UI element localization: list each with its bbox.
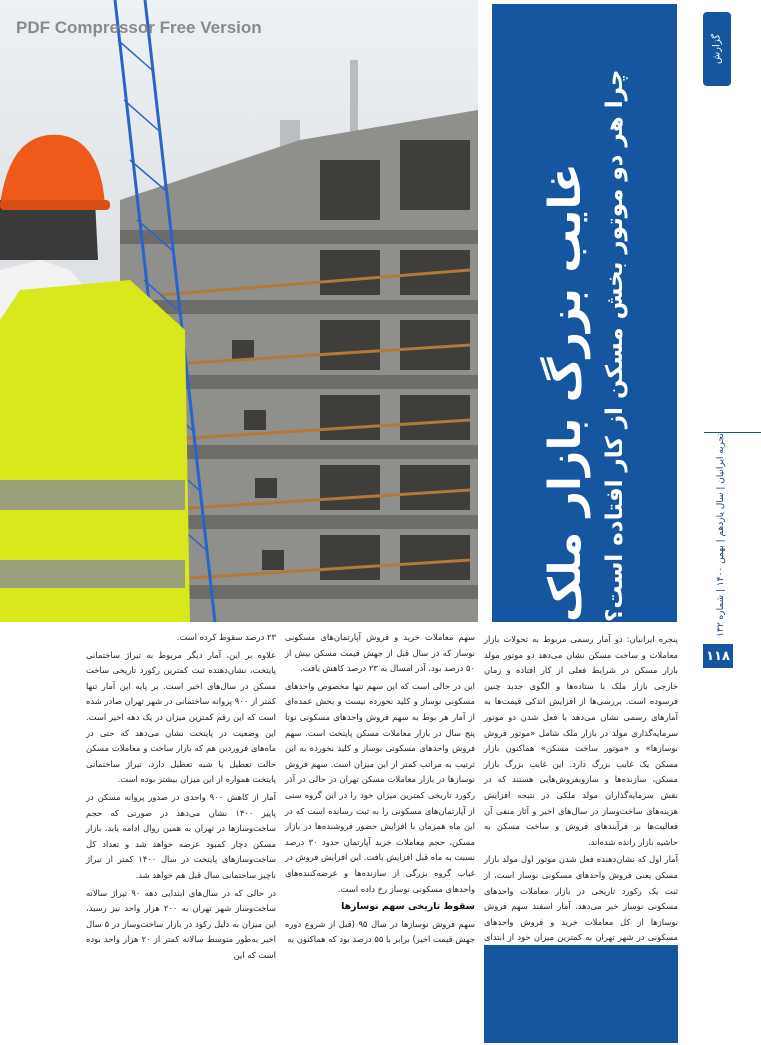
paragraph: سهم معاملات خرید و فروش آپارتمان‌های مسکونی نوساز که در سال قبل از جهش قیمت مسکن بیش از ۵۰ درصد بود، آذر امسال به ۲۳ درصد کاهش یافت. — [285, 632, 475, 674]
title-panel — [492, 4, 677, 622]
section-tab — [703, 12, 731, 86]
paragraph: این در حالی است که این سهم تنها مخصوص واحدهای مسکونی نوساز و کلید نخورده نیست و بخش عمده‌ای از آمار هر بوط به سهم فروش واحدهای مسکونی نوتا پنج سال در بازار معاملات مسکن پایتخت است. سهم فروش واحدهای مسکونی نوساز و کلید نخورده به این ترتیب به مراتب کمتر از این میزان است. سهم فروش نوسازها در بازار معاملات مسکن تهران در حالی در آذر رکورد تاریخی کمترین میزان خود را در این گروه سنی از آپارتمان‌های مسکونی را به ثبت رسانده است که در این ماه همزمان با افزایش حضور فروشنده‌ها در بازار مسکن، حجم معاملات خرید آپارتمان حدود ۳۰ درصد نسبت به ماه قبل افزایش یافت. این افزایش فروش در غیاب گروه بزرگی از سازنده‌ها و عرضه‌کننده‌های واحدهای مسکونی نوساز رخ داده است. — [285, 680, 475, 894]
article-subtitle: چرا هر دو موتور بخش مسکن از کار افتاده است؟ — [601, 69, 628, 622]
section-heading: سقوط تاریخی سهم نوسازها — [341, 901, 475, 913]
article-title: غایب بزرگ بازار ملک — [540, 163, 592, 622]
paragraph: در حالی که در سال‌های ابتدایی دهه ۹۰ تیراژ سالانه ساخت‌وساز شهر تهران به ۲۰۰ هزار واحد نیز رسید، این میزان به دلیل رکود در بازار ساخت‌وساز در ۵ سال اخیر به‌طور متوسط سالانه کمتر از ۲۰ هزار واحد بوده است که این — [86, 887, 276, 960]
construction-photo — [0, 0, 478, 622]
paragraph: آمار اول که نشان‌دهنده فعل شدن موتور اول مولد بازار مسکن یعنی فروش واحدهای مسکونی نوساز است، از ثبت یک رکورد تاریخی در بازار معاملات واحدهای مسکونی نوساز خبر می‌دهد. آمار اسفند سهم فروش نوسازها از کل معاملات خرید و فروش واحدهای مسکونی در شهر تهران به کمترین میزان خود از ابتدای — [484, 854, 678, 943]
running-head — [714, 433, 728, 637]
section-tab-label: گزارش — [711, 33, 723, 65]
text-column-2 — [285, 630, 475, 950]
paragraph: آمار از کاهش ۹۰۰ واحدی در صدور پروانه مسکن در پاییز ۱۴۰۰ نشان می‌دهد در صورتی که حجم ساخت‌وسازها در تهران به همین روال ادامه یابد، بازار مسکن دچار کمبود عرضه خواهد شد و تعداد کل ساخت‌وسازهای پایتخت در سال ۱۴۰۰ کمتر از تیراژ ناچیز ساختمانی سال قبل هم خواهد شد. — [86, 791, 276, 880]
divider — [704, 432, 761, 433]
decorative-strip — [484, 945, 678, 1043]
text-column-3 — [86, 630, 276, 965]
page-number: ۱۱۸ — [703, 644, 733, 668]
running-head-text: تجربه ایرانیان | سال یازدهم | بهمن ۱۴۰۰ | شماره ۱۳۲ — [716, 433, 726, 637]
paragraph: پنجره ایرانیان: دو آمار رسمی مربوط به تحولات بازار معاملات و ساخت مسکن نشان می‌دهد دو موتور مولد بازار مسکن در شرایط فعلی از کار افتاده و زمان خارجی بازار ملک با ستاده‌ها و الگوی جدید چنین فرسوده است. بررسی‌ها از افزایش اندکی قیمت‌ها به آمارهای رسمی نشان می‌دهد با فعل شدن دو موتور سرمایه‌گذاری مولد در بازار ملک شامل «موتور فروش نوسازها» و «موتور ساخت مسکن» هماکنون بازار مسکن یک غایب بزرگ دارد. این غایب بزرگ بازار مسکن، سازنده‌ها و سازوبفروش‌هایی هستند که در نقش سرمایه‌گذاران مولد ملکی در نتیجه افزایش هزینه‌های ساخت‌وساز در سال‌های اخیر و آثار منفی آن فعالیت‌ها بر فرآیندهای فروش و ساخت مسکن به حاشیه بازار رانده شده‌اند. — [484, 634, 678, 847]
paragraph: علاوه بر این، آمار دیگر مربوط به تیراژ ساختمانی پایتخت، نشان‌دهنده ثبت کمترین رکورد تاریخی ساخت مسکن در سال‌های اخیر است. بر پایه این آمار تنها کمتر از ۹۰۰ پروانه ساختمانی در شهر تهران صادر شده است که این رقم کمترین میزان در یک دهه اخیر است. این وضعیت در پایتخت نشان می‌دهد که حتی در ماه‌های فروردین هم که بازار ساخت و معاملات مسکن حالت تعطیل یا شبه تعطیل دارد، تیراژ ساختمانی پایتخت همواره از این میزان بیشتر بوده است. — [86, 649, 276, 785]
watermark-text: PDF Compressor Free Version — [16, 18, 262, 37]
text-column-1 — [484, 632, 678, 963]
construction-site-illustration — [0, 0, 478, 622]
title-block — [492, 4, 677, 622]
paragraph: ۲۳ درصد سقوط کرده است. — [176, 632, 276, 642]
paragraph: سهم فروش نوسازها در سال ۹۵ (قبل از شروع دوره جهش قیمت اخیر) برابر با ۵۵ درصد بود که هماکنون به — [285, 918, 475, 945]
